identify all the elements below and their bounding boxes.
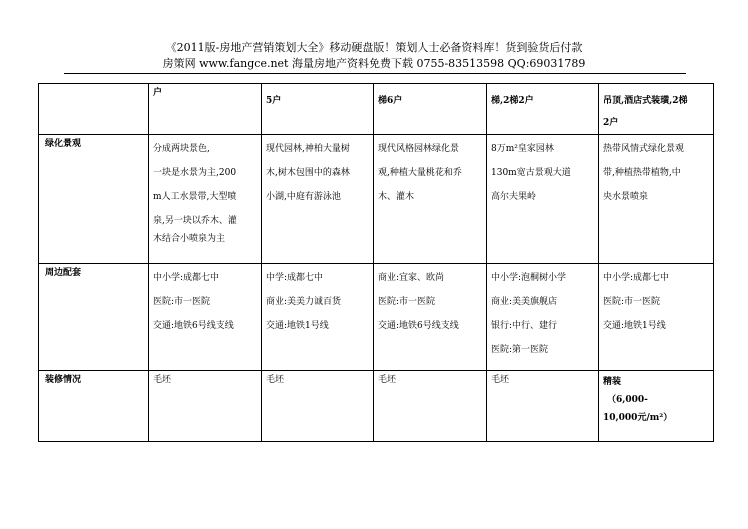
- table-cell: [487, 135, 599, 264]
- header-cell-2: 5户: [262, 84, 374, 135]
- table-cell: [262, 135, 374, 264]
- cell-line: 医院:市一医院: [603, 297, 661, 307]
- cell-line: 毛坯: [266, 375, 285, 385]
- cell-line: 高尔夫果岭: [491, 192, 537, 202]
- cell-line: 一块是水景为主,200: [153, 168, 237, 178]
- cell-line: 银行:中行、建行: [491, 321, 558, 331]
- cell-line: （6,000-: [607, 395, 648, 405]
- cell-line: 交通:地铁1号线: [266, 321, 329, 331]
- row-label: 装修情况: [39, 371, 149, 442]
- header-cell-5: 吊顶,酒店式装璜,2梯 2户: [599, 84, 714, 135]
- cell-line: 中学:成都七中: [266, 273, 324, 283]
- header-cell-empty: [39, 84, 149, 135]
- cell-line: 中小学:成都七中: [603, 273, 670, 283]
- table-cell: [149, 264, 262, 371]
- cell-line: 小湖,中庭有游泳池: [266, 192, 341, 202]
- comparison-table: [38, 83, 714, 442]
- table-row: [39, 371, 714, 442]
- table-cell: [262, 264, 374, 371]
- cell-line: 医院:市一医院: [378, 297, 436, 307]
- cell-line: 医院:市一医院: [153, 297, 211, 307]
- cell-line: 商业:美美力诚百货: [266, 297, 342, 307]
- cell-line: 医院:第一医院: [491, 345, 549, 355]
- cell-line: 央水景喷泉: [603, 192, 649, 202]
- table-cell: [374, 264, 487, 371]
- cell-line: 木、灌木: [378, 192, 415, 202]
- cell-line: 交通:地铁1号线: [603, 321, 666, 331]
- cell-line: 10,000元/m²）: [603, 413, 673, 423]
- table-cell: [487, 371, 599, 442]
- cell-line: 现代风格园林绿化景: [378, 144, 460, 154]
- cell-line: 分成两块景色,: [153, 144, 210, 154]
- cell-line: 观,种植大量桃花和乔: [378, 168, 462, 178]
- cell-line: 木结合小喷泉为主: [153, 234, 226, 244]
- cell-line: 毛坯: [378, 375, 397, 385]
- cell-line: 8万m²皇家园林: [491, 144, 554, 154]
- header-cell-4: 梯,2梯2户: [487, 84, 599, 135]
- table-row: [39, 264, 714, 371]
- header-cell-1: 户: [149, 84, 262, 135]
- table-cell: [149, 371, 262, 442]
- cell-line: 交通:地铁6号线支线: [378, 321, 459, 331]
- header-title-line: 《2011版-房地产营销策划大全》移动硬盘版！策划人士必备资料库！货到验货后付款: [165, 41, 583, 54]
- header-divider: [64, 73, 686, 74]
- cell-line: 泉,另一块以乔木、灌: [153, 216, 237, 226]
- cell-line: 带,种植热带植物,中: [603, 168, 681, 178]
- table-cell: [149, 135, 262, 264]
- cell-line: 交通:地铁6号线支线: [153, 321, 234, 331]
- header-contact-line: 房策网 www.fangce.net 海量房地产资料免费下载 0755-83513598 QQ:69031789: [162, 57, 586, 70]
- cell-line: 毛坯: [491, 375, 510, 385]
- cell-line: 中小学:泡桐树小学: [491, 273, 567, 283]
- cell-line: 商业:宜家、欧尚: [378, 273, 445, 283]
- table-cell: [599, 371, 714, 442]
- header-cell-3: 梯6户: [374, 84, 487, 135]
- table-row: [39, 135, 714, 264]
- cell-line: 现代园林,神柏大量树: [266, 144, 350, 154]
- table-cell: [262, 371, 374, 442]
- table-cell: [374, 371, 487, 442]
- table-header-row: [39, 84, 714, 135]
- cell-line: 中小学:成都七中: [153, 273, 220, 283]
- table-cell: [487, 264, 599, 371]
- table-cell: [599, 135, 714, 264]
- cell-line: 130m宽古景观大道: [491, 168, 571, 178]
- cell-line: 木,树木包围中的森林: [266, 168, 350, 178]
- row-label: 绿化景观: [39, 135, 149, 264]
- cell-line: 毛坯: [153, 375, 172, 385]
- table-cell: [374, 135, 487, 264]
- cell-line: m人工水景带,大型喷: [153, 192, 237, 202]
- cell-line: 商业:美美旗舰店: [491, 297, 558, 307]
- row-label: 周边配套: [39, 264, 149, 371]
- cell-line: 精装: [603, 377, 622, 387]
- table-cell: [599, 264, 714, 371]
- cell-line: 热带风情式绿化景观: [603, 144, 685, 154]
